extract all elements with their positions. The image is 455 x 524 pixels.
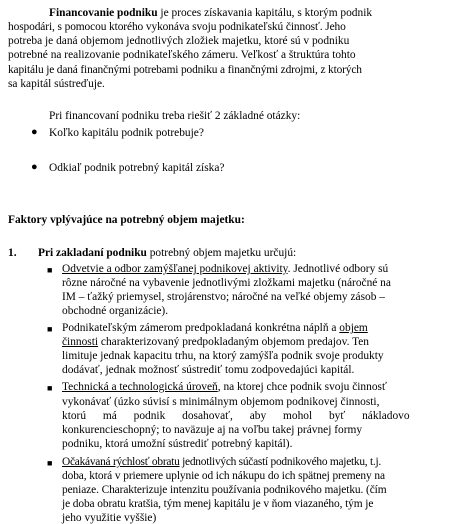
sub-item-a-line-4: obchodné organizácie). [62,305,169,317]
sub-item-b-line-1 [62,321,450,335]
bullet-icon: ● [31,126,38,138]
intro-line-2: hospodári, s pomocou ktorého vykonáva svoju podnikateľskú činnosť. Jeho [8,21,346,33]
intro-bold-term: Financovanie podniku [49,7,158,19]
square-bullet-icon: ■ [47,458,53,468]
sub-item-b-line-4: dodávať, jednak možnosť sústrediť tomu zodpovedajúci kapitál. [62,364,355,376]
sub-item-a-line-1 [62,262,450,276]
sub-item-b-text: Podnikateľským zámerom predpokladaná konkrétna náplň a [62,322,340,334]
sub-item-d-underlined: Očakávaná rýchlosť obratu [62,456,180,468]
intro-line-1 [49,6,449,20]
sub-item-d-line-1 [62,455,454,469]
list-item-1-bold: Pri zakladaní podniku [38,247,147,259]
list-number: 1. [8,247,17,259]
sub-item-b-underlined: objem [339,322,368,334]
intro-line-6: sa kapitál sústreďuje. [8,78,105,90]
sub-item-d-line-4: je doba obratu kratšia, tým menej kapitálu je v ňom viazaného, tým je [62,498,374,510]
sub-item-c-line-2: vykonávať (úzko súvisí s minimálnym objemom podnikovej činnosti, [62,396,380,408]
sub-item-c-line-5: podniku, ktorá umožní sústrediť potrebný kapitál). [62,438,293,450]
intro-line-5: kapitálu je daná finančnými potrebami podniku a finančnými zdrojmi, z ktorých [8,64,362,76]
sub-item-b-underlined-2: činnosti [62,336,99,348]
square-bullet-icon: ■ [47,324,53,334]
list-item-1 [38,246,448,260]
bullet-icon: ● [31,161,38,173]
sub-item-c-line-1 [62,380,450,394]
sub-item-b-line-2-text: charakterizovaný predpokladaným objemom predajov. Ten [98,336,369,348]
intro-line-1-text: je proces získavania kapitálu, s ktorým podnik [157,7,373,19]
sub-item-d-line-3: peniaze. Charakterizuje intenzitu používania podnikového majetku. (čím [62,484,387,496]
sub-item-d-line-5: jeho využitie vyššie) [62,512,157,524]
sub-item-c-line-4: konkurencieschopný; to naväzuje aj na voľbu takej právnej formy [62,424,363,436]
sub-item-a-line-2: rôzne náročné na vybavenie jednotlivými zložkami majetku (náročné na [62,277,391,289]
sub-item-d-line-2: doba, ktorá v priemere uplynie od ich nákupu do ich spätnej premeny na [62,470,385,482]
sub-item-b-line-2 [62,335,450,349]
list-item-1-text: potrebný objem majetku určujú: [146,247,297,259]
question-item-1: Koľko kapitálu podnik potrebuje? [49,127,204,139]
factors-heading: Faktory vplývajúce na potrebný objem majetku: [8,214,245,226]
sub-item-a-line-3: IM – ťažký priemysel, strojárenstvo; náročné na veľké objemy zásob – [62,291,385,303]
sub-item-a-text: . Jednotlivé odbory sú [287,263,389,275]
sub-item-c-text: , na ktorej chce podnik svoju činnosť [217,381,387,393]
sub-item-c-line-3: ktorú má podnik dosahovať, aby mohol byť nákladovo [62,410,410,422]
sub-item-a-underlined: Odvetvie a odbor zamýšľanej podnikovej aktivity [62,263,288,275]
sub-item-d-text: jednotlivých súčastí podnikového majetku, t.j. [179,456,382,468]
question-item-2: Odkiaľ podnik potrebný kapitál získa? [49,162,225,174]
intro-line-3: potreba je daná objemom jednotlivých zložiek majetku, ktoré sú v podniku [8,35,350,47]
intro-line-4: potrebné na realizovanie podnikateľského zámeru. Veľkosť a štruktúra tohto [8,49,356,61]
questions-lead: Pri financovaní podniku treba riešiť 2 základné otázky: [49,110,301,122]
sub-item-b-line-3: limituje jednak kapacitu trhu, na ktorý zamýšľa podnik svoje produkty [62,350,384,362]
square-bullet-icon: ■ [47,383,53,393]
square-bullet-icon: ■ [47,265,53,275]
sub-item-c-underlined: Technická a technologická úroveň [62,381,218,393]
